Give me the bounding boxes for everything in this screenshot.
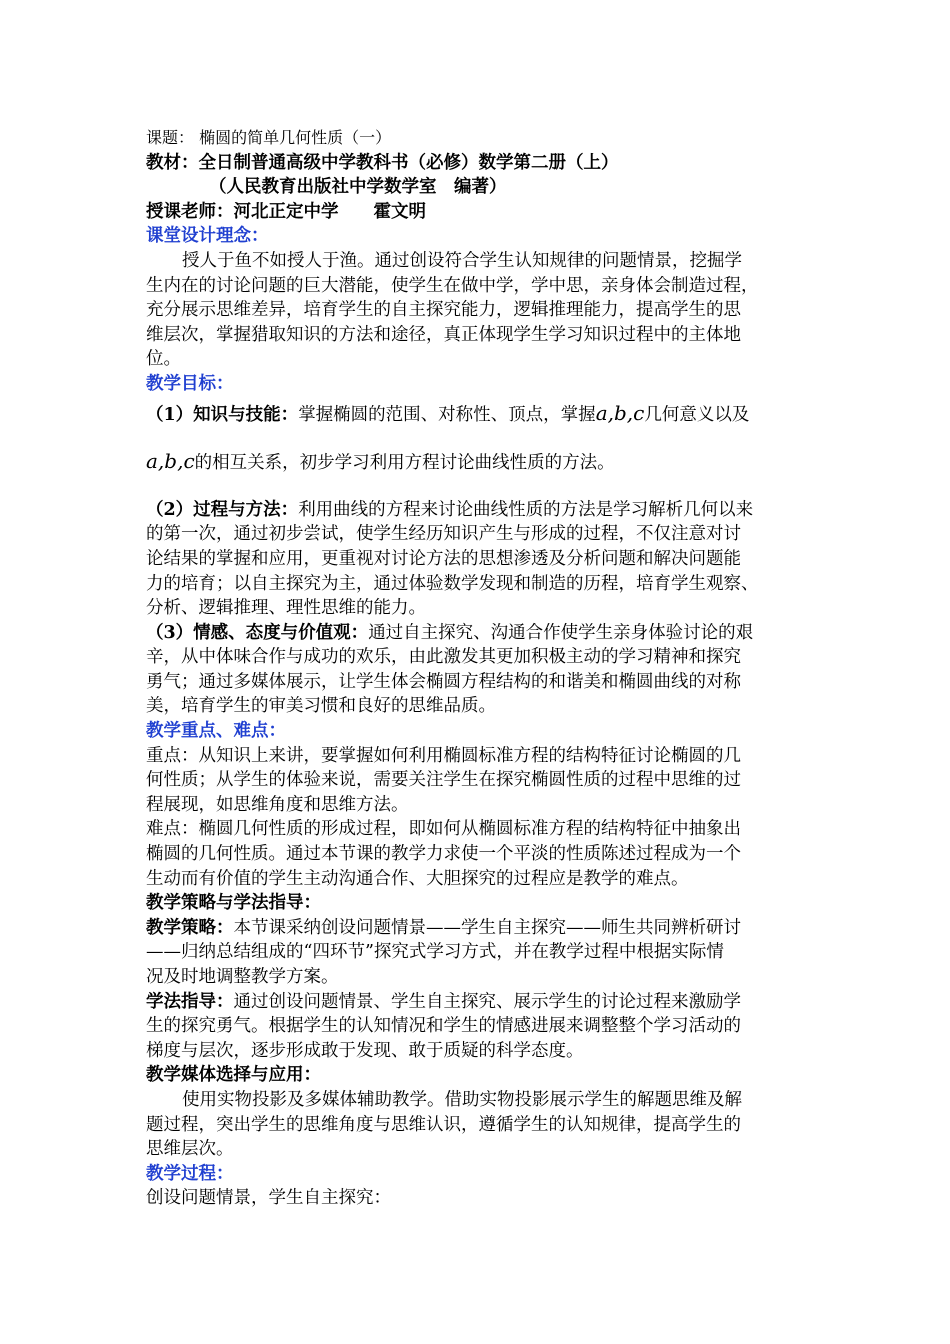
objective-3-line — [146, 621, 810, 646]
topic-line — [146, 126, 810, 151]
objective-2-line: 论结果的掌握和应用，更重视对讨论方法的思想渗透及分析问题和解决问题能 — [146, 548, 741, 569]
method-label: 学法指导： — [146, 991, 234, 1012]
design-concept-line: 生内在的讨论问题的巨大潜能，使学生在做中学，学中思，亲身体会制造过程， — [146, 275, 759, 296]
process-line: 创设问题情景，学生自主探究： — [146, 1188, 391, 1209]
objective-2-first: 利用曲线的方程来讨论曲线性质的方法是学习解析几何以来 — [298, 499, 754, 520]
strategy-heading: 教学策略与学法指导： — [146, 893, 321, 914]
topic-label: 课题： — [146, 128, 195, 147]
objective-2-line — [146, 498, 810, 523]
objective-1-line-2 — [146, 449, 810, 476]
teacher-line: 授课老师：河北正定中学 霍文明 — [146, 201, 426, 222]
focus-line: 何性质；从学生的体验来说，需要关注学生在探究椭圆性质的过程中思维的过 — [146, 770, 741, 791]
objective-1-text: 掌握椭圆的范围、对称性、顶点，掌握 — [298, 404, 596, 425]
objective-3-line: 辛，从中体味合作与成功的欢乐，由此激发其更加积极主动的学习精神和探究 — [146, 647, 741, 668]
objective-1-text-c: 的相互关系，初步学习利用方程讨论曲线性质的方法。 — [194, 453, 615, 474]
strategy-first: 本节课采纳创设问题情景——学生自主探究——师生共同辨析研讨 — [233, 917, 741, 938]
focus-line: 程展现，如思维角度和思维方法。 — [146, 794, 409, 815]
method-first: 通过创设问题情景、学生自主探究、展示学生的讨论过程来激励学 — [233, 991, 741, 1012]
objective-2-label: （2）过程与方法： — [146, 499, 299, 520]
topic-title: 椭圆的简单几何性质（一） — [199, 128, 392, 147]
objective-1-text-b: 几何意义以及 — [644, 404, 750, 425]
media-line: 思维层次。 — [146, 1139, 234, 1160]
difficulty-line: 生动而有价值的学生主动沟通合作、大胆探究的过程应是教学的难点。 — [146, 868, 689, 889]
difficulty-line: 难点：椭圆几何性质的形成过程，即如何从椭圆标准方程的结构特征中抽象出 — [146, 819, 741, 840]
objective-1-line — [146, 401, 810, 428]
focus-line: 重点：从知识上来讲，要掌握如何利用椭圆标准方程的结构特征讨论椭圆的几 — [146, 745, 741, 766]
design-concept-heading: 课堂设计理念： — [146, 226, 269, 247]
media-line: 使用实物投影及多媒体辅助教学。借助实物投影展示学生的解题思维及解 — [182, 1089, 742, 1110]
textbook-line: 教材：全日制普通高级中学教科书（必修）数学第二册（上） — [146, 152, 619, 173]
method-line: 梯度与层次，逐步形成敢于发现、敢于质疑的科学态度。 — [146, 1040, 584, 1061]
design-concept-line: 充分展示思维差异，培育学生的自主探究能力，逻辑推理能力，提高学生的思 — [146, 300, 741, 321]
media-line: 题过程，突出学生的思维角度与思维认识，遵循学生的认知规律，提高学生的 — [146, 1114, 741, 1135]
design-concept-line: 位。 — [146, 349, 181, 370]
difficulty-line: 椭圆的几何性质。通过本节课的教学力求使一个平淡的性质陈述过程成为一个 — [146, 844, 741, 865]
strategy-line — [146, 916, 810, 941]
objective-1-label: （1）知识与技能： — [146, 404, 299, 425]
strategy-line: 况及时地调整教学方案。 — [146, 967, 339, 987]
document-body — [146, 126, 810, 1211]
objective-3-line: 美，培育学生的审美习惯和良好的思维品质。 — [146, 696, 496, 717]
publisher-line: （人民教育出版社中学数学室 编著） — [209, 177, 507, 198]
objectives-heading: 教学目标： — [146, 373, 234, 394]
objective-2-line: 的第一次，通过初步尝试，使学生经历知识产生与形成的过程，不仅注意对讨 — [146, 524, 741, 545]
strategy-line: ——归纳总结组成的“四环节”探究式学习方式，并在教学过程中根据实际情 — [146, 942, 724, 963]
design-concept-line: 维层次，掌握猎取知识的方法和途径，真正体现学生学习知识过程中的主体地 — [146, 324, 741, 345]
media-heading: 教学媒体选择与应用： — [146, 1065, 321, 1086]
objective-3-label: （3）情感、态度与价值观： — [146, 622, 369, 643]
strategy-label: 教学策略： — [146, 917, 234, 938]
key-points-heading: 教学重点、难点： — [146, 721, 286, 742]
objective-2-line: 力的培育；以自主探究为主，通过体验数学发现和制造的历程，培育学生观察、 — [146, 573, 759, 594]
objective-2-line: 分析、逻辑推理、理性思维的能力。 — [146, 598, 426, 619]
math-abc: a,b,c — [595, 400, 645, 425]
objective-3-first: 通过自主探究、沟通合作使学生亲身体验讨论的艰 — [368, 622, 754, 643]
design-concept-line: 授人于鱼不如授人于渔。通过创设符合学生认知规律的问题情景，挖掘学 — [182, 250, 742, 271]
method-line: 生的探究勇气。根据学生的认知情况和学生的情感进展来调整整个学习活动的 — [146, 1016, 741, 1037]
objective-3-line: 勇气；通过多媒体展示，让学生体会椭圆方程结构的和谐美和椭圆曲线的对称 — [146, 671, 741, 692]
process-heading: 教学过程： — [146, 1163, 234, 1184]
method-line — [146, 990, 810, 1015]
math-abc: a,b,c — [146, 449, 195, 474]
